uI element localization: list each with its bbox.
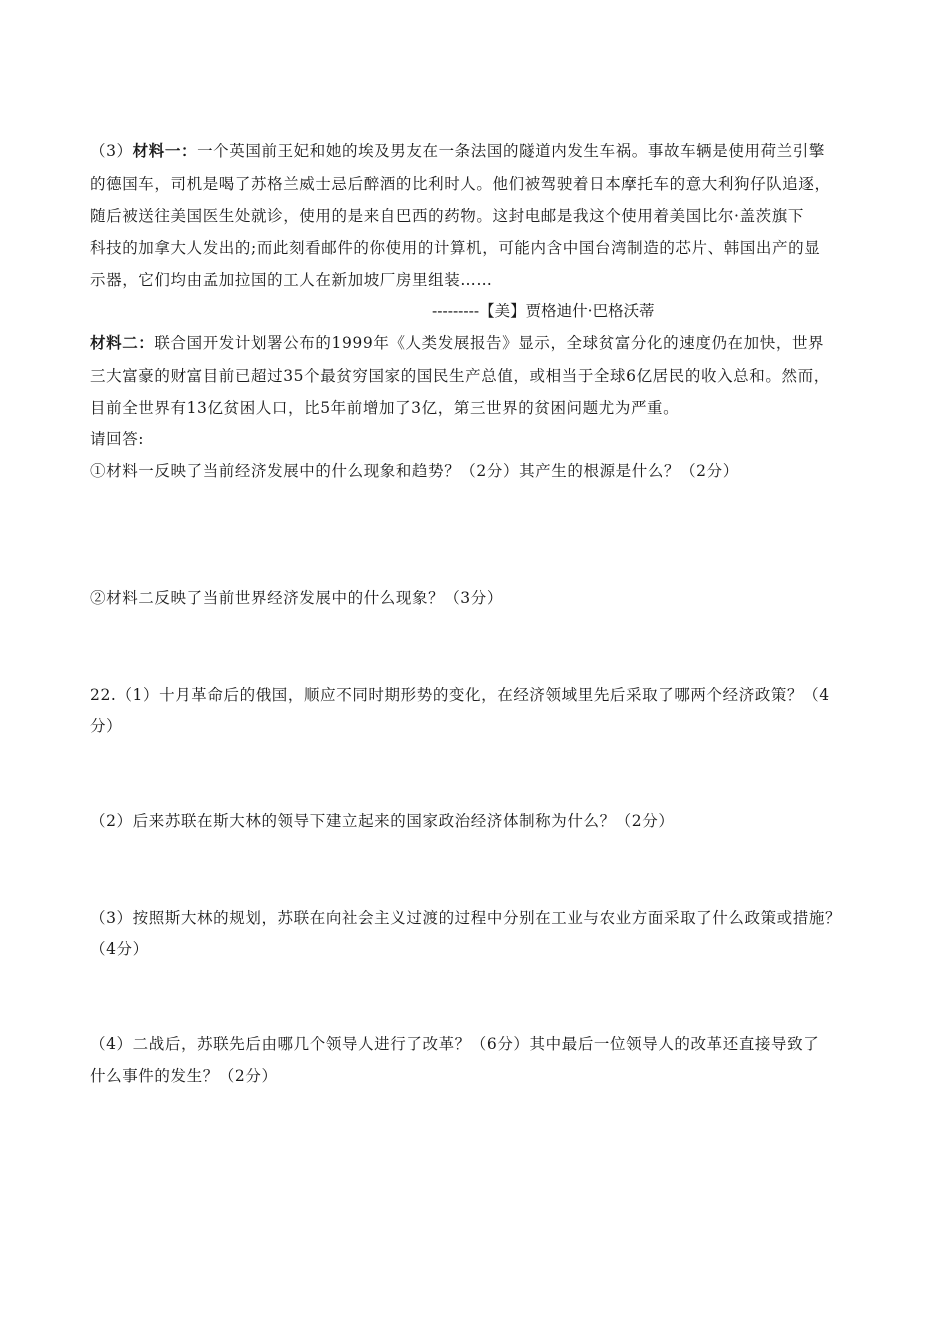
q22-part4-line1: （4）二战后，苏联先后由哪几个领导人进行了改革？（6分）其中最后一位领导人的改革还直接导致了	[90, 1035, 820, 1053]
material-one-line-5: 示器，它们均由孟加拉国的工人在新加坡厂房里组装……	[90, 271, 493, 289]
q3-line-1	[90, 141, 825, 161]
q22-part1-line2: 分）	[90, 717, 123, 735]
material-one-attribution: ---------【美】贾格迪什·巴格沃蒂	[432, 302, 655, 320]
material-two-line-1	[90, 333, 824, 353]
sub-question-1: ①材料一反映了当前经济发展中的什么现象和趋势？（2分）其产生的根源是什么？（2分）	[90, 462, 739, 480]
sub-question-2: ②材料二反映了当前世界经济发展中的什么现象？（3分）	[90, 589, 503, 607]
material-two-label: 材料二：	[90, 333, 155, 352]
q22-part1-line1: 22.（1）十月革命后的俄国，顺应不同时期形势的变化，在经济领域里先后采取了哪两个经济政策？（4	[90, 686, 830, 704]
material-one-line-4: 科技的加拿大人发出的;而此刻看邮件的你使用的计算机，可能内含中国台湾制造的芯片、韩国出产的显	[90, 239, 821, 257]
q22-part4-line2: 什么事件的发生？（2分）	[90, 1067, 278, 1085]
material-one-line-3: 随后被送往美国医生处就诊，使用的是来自巴西的药物。这封电邮是我这个使用着美国比尔·盖茨旗下	[90, 207, 804, 225]
q22-part3-line1: （3）按照斯大林的规划，苏联在向社会主义过渡的过程中分别在工业与农业方面采取了什么政策或措施？	[90, 909, 842, 927]
material-two-line-3: 目前全世界有13亿贫困人口，比5年前增加了3亿，第三世界的贫困问题尤为严重。	[90, 399, 680, 417]
q22-part3-line2: （4分）	[90, 940, 149, 958]
answer-prompt: 请回答:	[90, 430, 145, 448]
material-one-line-2: 的德国车，司机是喝了苏格兰威士忌后醉酒的比利时人。他们被驾驶着日本摩托车的意大利狗仔队追逐，	[90, 175, 831, 193]
material-two-text: 联合国开发计划署公布的1999年《人类发展报告》显示，全球贫富分化的速度仍在加快，世界	[154, 334, 825, 352]
q3-number: （3）	[90, 142, 133, 160]
material-two-line-2: 三大富豪的财富目前已超过35个最贫穷国家的国民生产总值，或相当于全球6亿居民的收入总和。然而，	[90, 367, 830, 385]
q22-part2: （2）后来苏联在斯大林的领导下建立起来的国家政治经济体制称为什么？（2分）	[90, 812, 675, 830]
material-one-text: 一个英国前王妃和她的埃及男友在一条法国的隧道内发生车祸。事故车辆是使用荷兰引擎	[197, 142, 825, 160]
material-one-label: 材料一：	[132, 141, 198, 160]
